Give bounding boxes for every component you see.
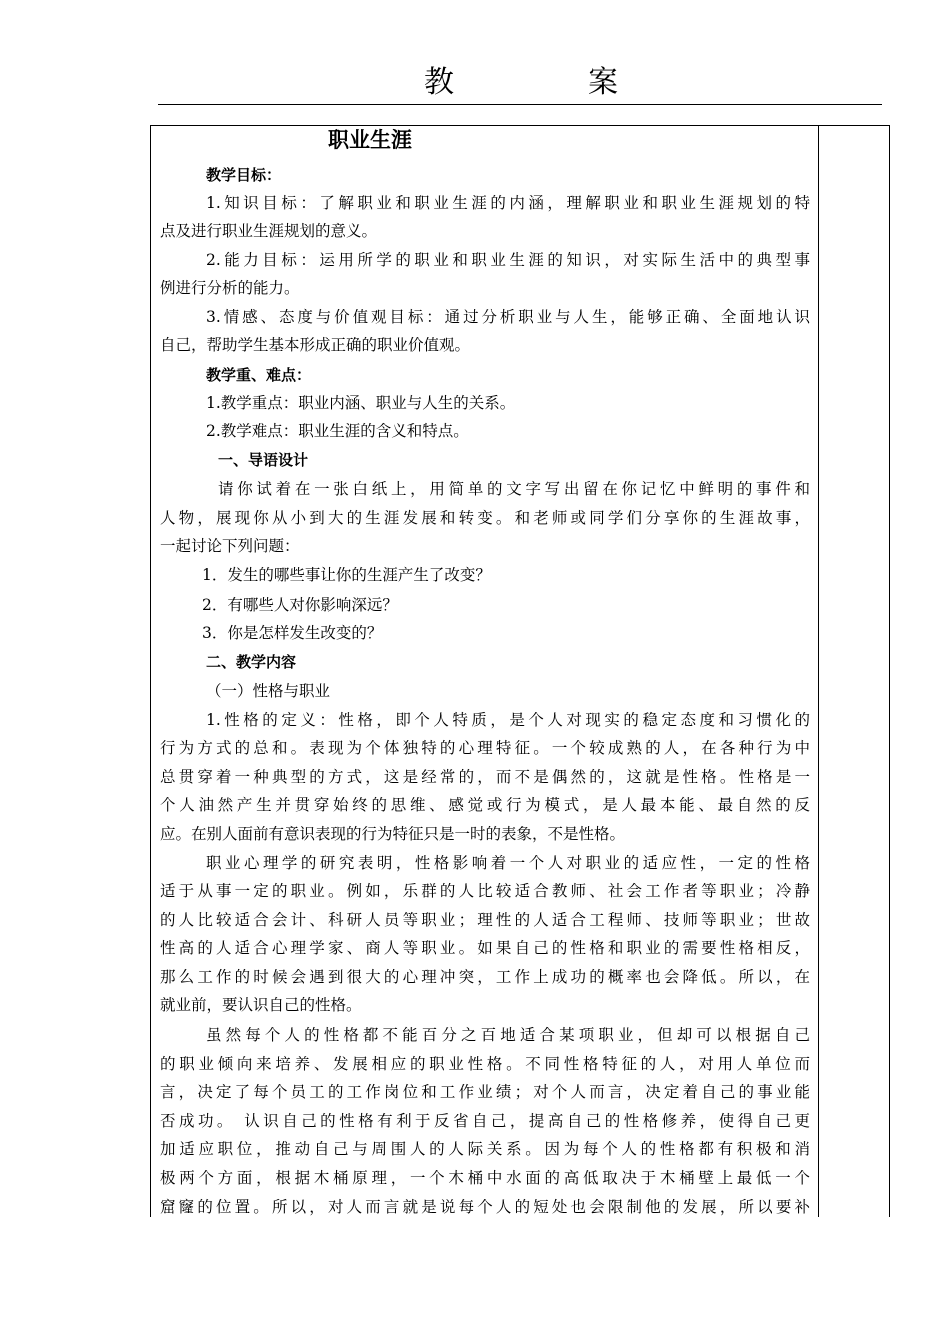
section-heading-objectives: 教学目标：: [206, 166, 282, 184]
section-heading-content: 二、教学内容: [206, 653, 297, 671]
text-line: 虽然每个人的性格都不能百分之百地适合某项职业，但却可以根据自己: [206, 1026, 810, 1044]
text-line: 总贯穿着一种典型的方式，这是经常的，而不是偶然的，这就是性格。性格是一: [160, 768, 810, 786]
text-line: 1.性格的定义：性格，即个人特质，是个人对现实的稳定态度和习惯化的: [206, 711, 810, 729]
text-line: 个人油然产生并贯穿始终的思维、感觉或行为模式，是人最本能、最自然的反: [160, 796, 810, 814]
text-line: 窟窿的位置。所以，对人而言就是说每个人的短处也会限制他的发展，所以要补: [160, 1198, 810, 1216]
text-line: 的职业倾向来培养、发展相应的职业性格。不同性格特征的人，对用人单位而: [160, 1055, 810, 1073]
subsection-heading: （一）性格与职业: [206, 682, 331, 700]
lesson-content: [160, 125, 810, 1217]
text-line: 2.能力目标：运用所学的职业和职业生涯的知识，对实际生活中的典型事: [206, 251, 810, 269]
text-line: 自己，帮助学生基本形成正确的职业价值观。: [160, 336, 471, 354]
text-line: 例进行分析的能力。: [160, 279, 300, 297]
text-line: 就业前，要认识自己的性格。: [160, 996, 362, 1014]
text-line: 1.知识目标：了解职业和职业生涯的内涵，理解职业和职业生涯规划的特: [206, 194, 810, 212]
text-line: 加适应职位，推动自己与周围人的人际关系。因为每个人的性格都有积极和消: [160, 1140, 810, 1158]
list-item: 3．你是怎样发生改变的？: [202, 624, 383, 642]
text-line: 性高的人适合心理学家、商人等职业。如果自己的性格和职业的需要性格相反，: [160, 939, 810, 957]
title-underline: [158, 104, 882, 105]
text-line: 那么工作的时候会遇到很大的心理冲突，工作上成功的概率也会降低。所以，在: [160, 968, 810, 986]
section-heading-intro: 一、导语设计: [218, 451, 309, 469]
notes-column-divider: [818, 125, 819, 1217]
text-line: 应。在别人面前有意识表现的行为特征只是一时的表象，不是性格。: [160, 825, 626, 843]
lesson-title: 职业生涯: [328, 128, 412, 152]
text-line: 人物，展现你从小到大的生涯发展和转变。和老师或同学们分享你的生涯故事，: [160, 509, 810, 527]
text-line: 否成功。 认识自己的性格有利于反省自己，提高自己的性格修养，使得自己更: [160, 1112, 810, 1130]
text-line: 极两个方面，根据木桶原理，一个木桶中水面的高低取决于木桶壁上最低一个: [160, 1169, 810, 1187]
text-line: 言，决定了每个员工的工作岗位和工作业绩；对个人而言，决定着自己的事业能: [160, 1083, 810, 1101]
list-item: 1．发生的哪些事让你的生涯产生了改变？: [202, 566, 491, 584]
text-line: 请你试着在一张白纸上，用简单的文字写出留在你记忆中鲜明的事件和: [218, 480, 810, 498]
text-line: 点及进行职业生涯规划的意义。: [160, 222, 378, 240]
text-line: 3.情感、态度与价值观目标：通过分析职业与人生，能够正确、全面地认识: [206, 308, 810, 326]
text-line: 行为方式的总和。表现为个体独特的心理特征。一个较成熟的人，在各种行为中: [160, 739, 810, 757]
text-line: 的人比较适合会计、科研人员等职业；理性的人适合工程师、技师等职业；世故: [160, 911, 810, 929]
text-line: 职业心理学的研究表明，性格影响着一个人对职业的适应性，一定的性格: [206, 854, 810, 872]
page-title: 教 案: [424, 65, 670, 100]
list-item: 2．有哪些人对你影响深远？: [202, 596, 398, 614]
section-heading-key-points: 教学重、难点：: [206, 366, 312, 384]
text-line: 1.教学重点：职业内涵、职业与人生的关系。: [206, 394, 516, 412]
text-line: 一起讨论下列问题：: [160, 537, 300, 555]
text-line: 2.教学难点：职业生涯的含义和特点。: [206, 422, 469, 440]
text-line: 适于从事一定的职业。例如，乐群的人比较适合教师、社会工作者等职业；冷静: [160, 882, 810, 900]
